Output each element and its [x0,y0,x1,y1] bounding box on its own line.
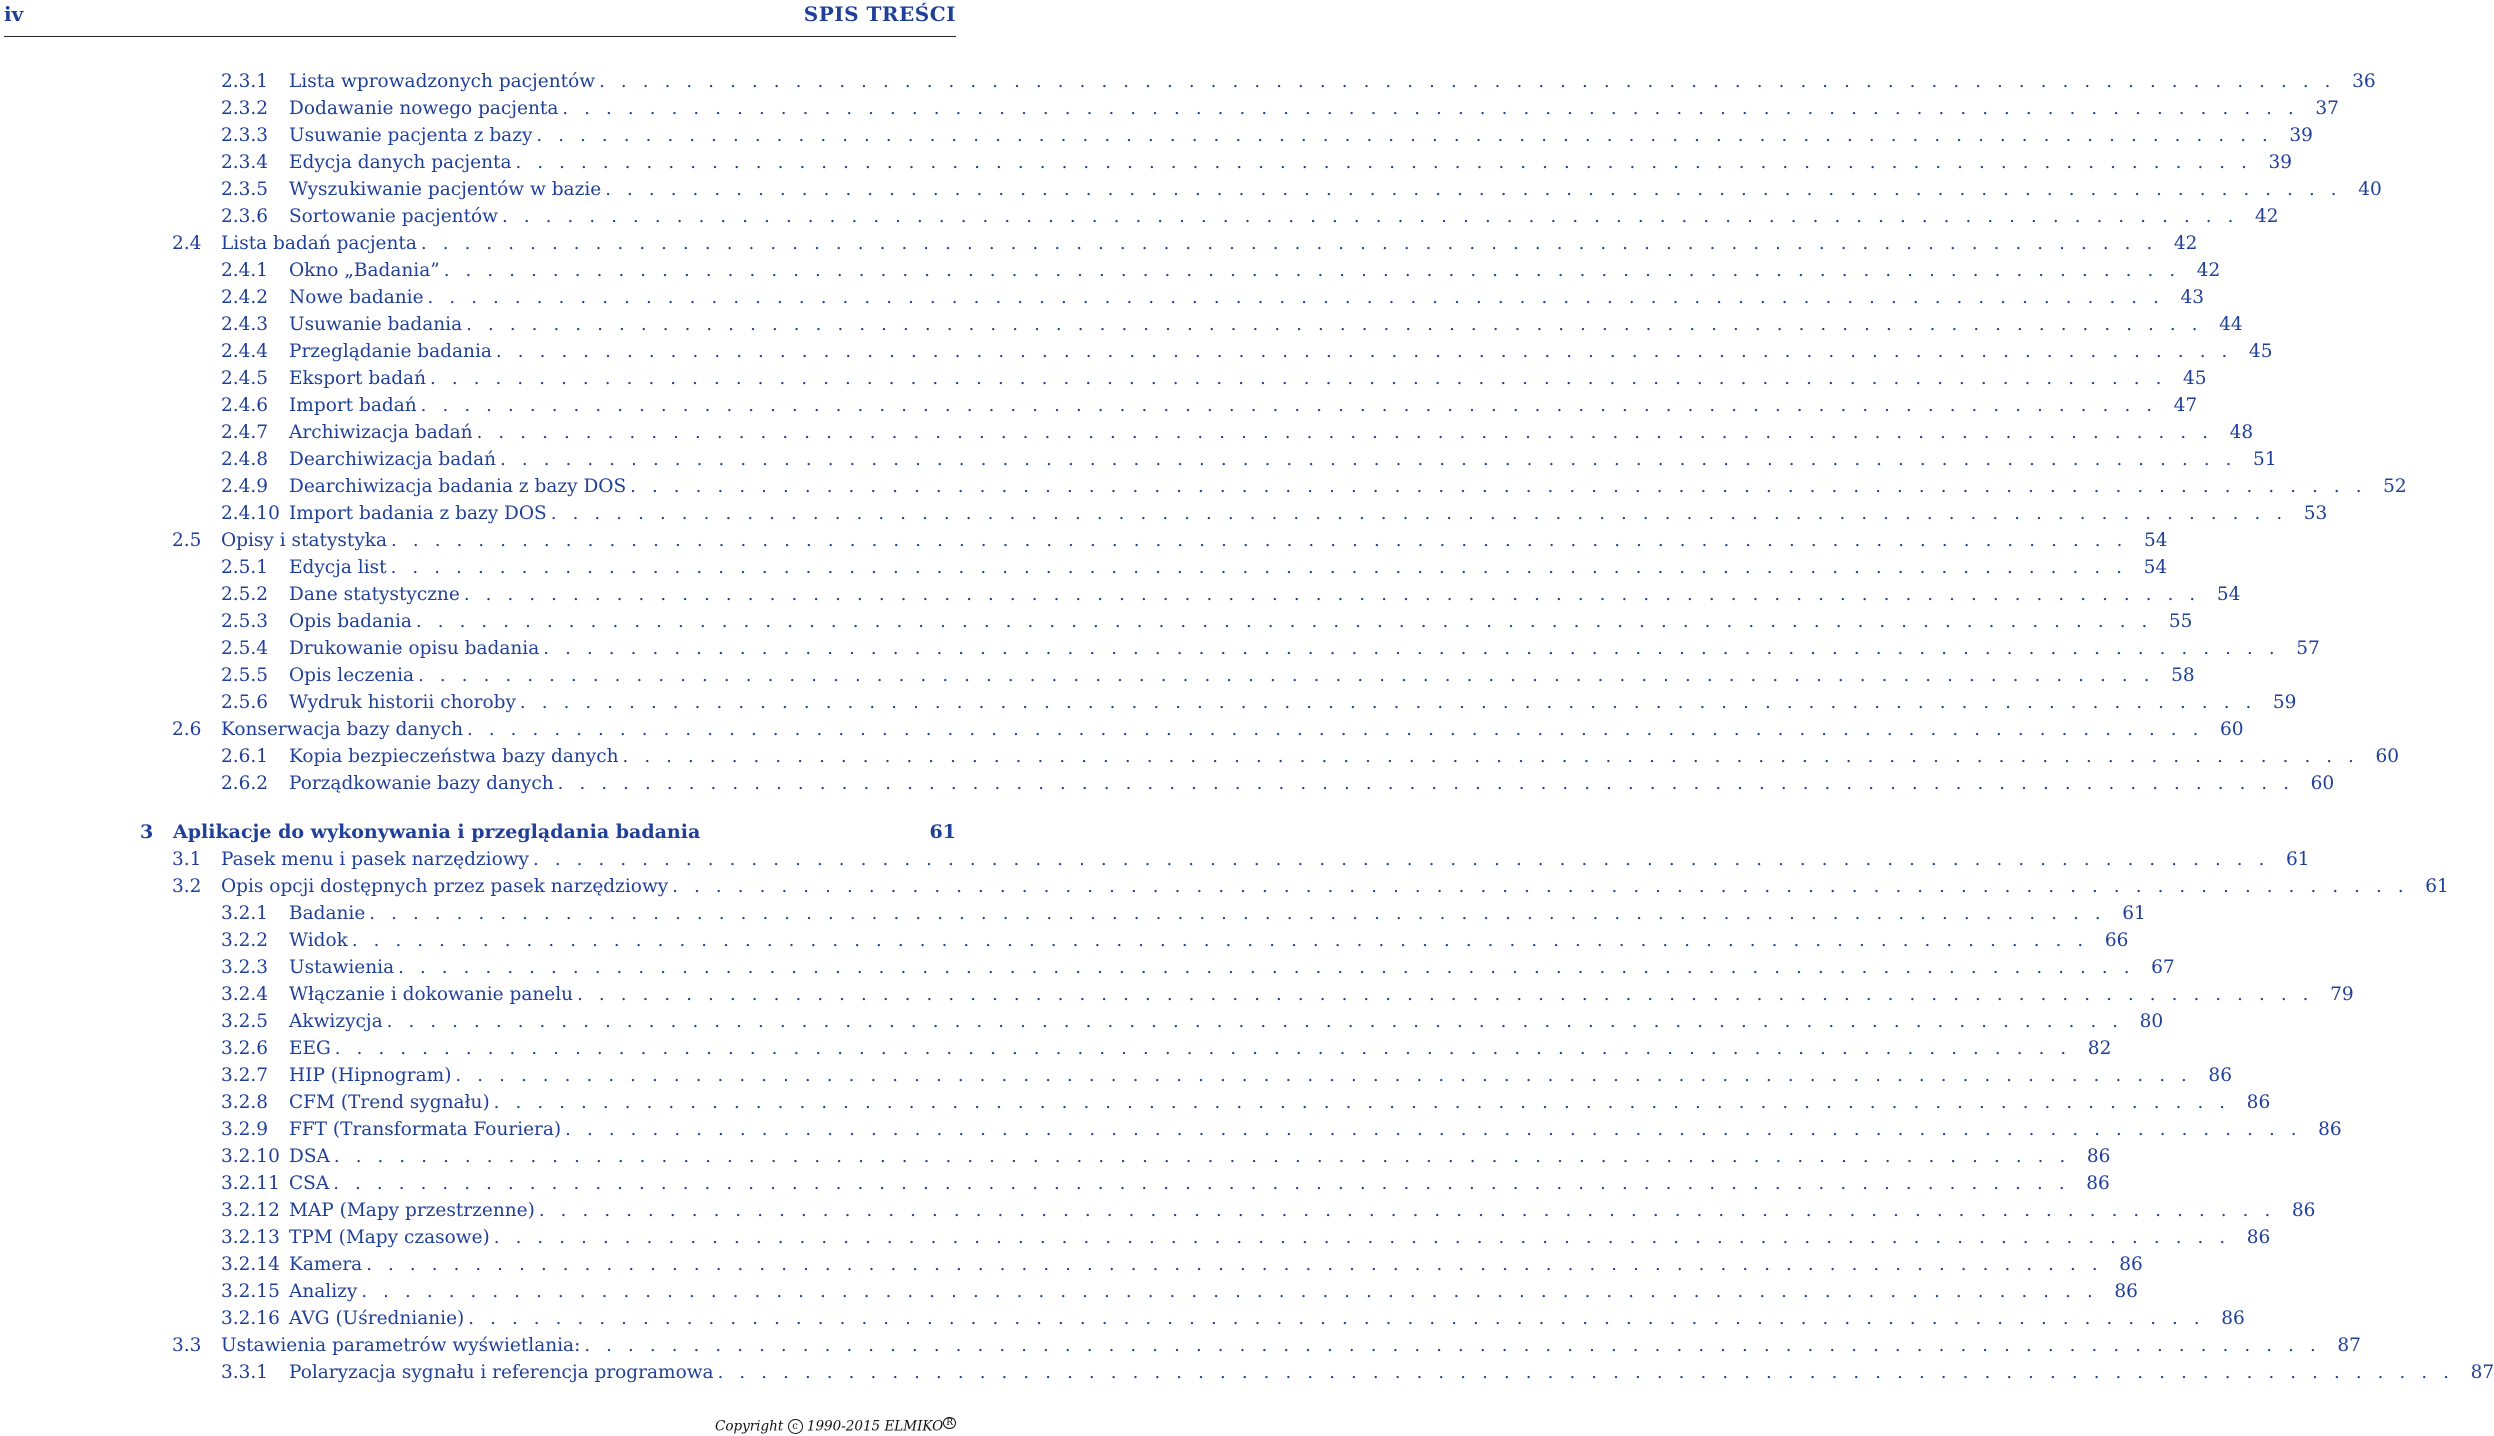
toc-entry-title: Lista badań pacjenta [221,230,421,257]
toc-entry-page: 86 [2221,1308,2245,1329]
toc-entry-title: Okno „Badania” [289,257,444,284]
toc-leader-dots: . . . . . . . . . . . . . . . . . . . . . . . . . . . . . . . . . . . . . . . . . . . . . . . . . . . . . . . . . . . . . . . . . . . . . . . . . . . . . . . . [557,773,2295,794]
toc-entry-title: Import badań [289,392,421,419]
toc-entry[interactable] [221,500,2328,527]
toc-entry-title: Dodawanie nowego pacjenta [289,95,562,122]
toc-entry-page: 52 [2383,476,2407,497]
toc-entry-page: 44 [2219,314,2243,335]
header-page-number: iv [4,2,24,26]
toc-entry[interactable] [221,392,2198,419]
toc-entry-title: Sortowanie pacjentów [289,203,502,230]
toc-entry[interactable] [221,419,2254,446]
toc-entry-page: 82 [2087,1038,2112,1059]
toc-entry-page: 86 [2246,1227,2271,1248]
toc-entry-page: 53 [2303,503,2328,524]
toc-entry-number: 2.3.4 [221,152,269,173]
toc-entry-page: 86 [2086,1173,2110,1194]
toc-entry-title: Opis opcji dostępnych przez pasek narzędziowy [221,873,672,900]
toc-entry[interactable] [221,365,2207,392]
toc-entry-number: 3.2.3 [221,957,269,978]
toc-leader-dots: . . . . . . . . . . . . . . . . . . . . . . . . . . . . . . . . . . . . . . . . . . . . . . . . . . . . . . . . . . . . . . . . . . . . . . . . . . . . . . . . [333,1173,2070,1194]
toc-entry[interactable] [221,900,2146,927]
toc-entry-title: Pasek menu i pasek narzędziowy [221,846,533,873]
toc-entry-number: 3.2.4 [221,984,269,1005]
toc-leader-dots: . . . . . . . . . . . . . . . . . . . . . . . . . . . . . . . . . . . . . . . . . . . . . . . . . . . . . . . . . . . . . . . . . . . . . . . . . . . . . . . . [351,930,2089,951]
toc-entry-number: 2.5.3 [221,611,269,632]
toc-entry-title: Dearchiwizacja badań [289,446,500,473]
toc-entry-page: 58 [2171,665,2195,686]
toc-entry-page: 80 [2139,1011,2164,1032]
toc-entry-number: 2.4.5 [221,368,269,389]
page-header [4,2,956,30]
toc-entry[interactable] [221,1170,2110,1197]
toc-entry-number: 3.2.14 [221,1254,280,1275]
toc-leader-dots: . . . . . . . . . . . . . . . . . . . . . . . . . . . . . . . . . . . . . . . . . . . . . . . . . . . . . . . . . . . . . . . . . . . . . . . . . . . . . . . . [577,984,2314,1005]
toc-entry-page: 54 [2144,530,2168,551]
toc-entry-title: AVG (Uśrednianie) [289,1305,468,1332]
toc-entry[interactable] [172,846,2310,873]
toc-entry[interactable] [172,230,2198,257]
toc-entry-page: 67 [2151,957,2175,978]
toc-leader-dots: . . . . . . . . . . . . . . . . . . . . . . . . . . . . . . . . . . . . . . . . . . . . . . . . . . . . . . . . . . . . . . . . . . . . . . . . . . . . . . . . [333,1146,2071,1167]
toc-leader-dots: . . . . . . . . . . . . . . . . . . . . . . . . . . . . . . . . . . . . . . . . . . . . . . . . . . . . . . . . . . . . . . . . . . . . . . . . . . . . . . . . [717,1362,2455,1383]
toc-leader-dots: . . . . . . . . . . . . . . . . . . . . . . . . . . . . . . . . . . . . . . . . . . . . . . . . . . . . . . . . . . . . . . . . . . . . . . . . . . . . . . . . [415,611,2153,632]
toc-entry[interactable] [221,635,2320,662]
toc-leader-dots: . . . . . . . . . . . . . . . . . . . . . . . . . . . . . . . . . . . . . . . . . . . . . . . . . . . . . . . . . . . . . . . . . . . . . . . . . . . . . . . . [334,1038,2072,1059]
toc-entry-number: 3.2.15 [221,1281,280,1302]
toc-leader-dots: . . . . . . . . . . . . . . . . . . . . . . . . . . . . . . . . . . . . . . . . . . . . . . . . . . . . . . . . . . . . . . . . . . . . . . . . . . . . . . . . [519,692,2257,713]
toc-entry[interactable] [221,1278,2138,1305]
toc-entry[interactable] [221,1089,2271,1116]
toc-entry-number: 2.4.10 [221,503,280,524]
copyright-years: 1990-2015 [806,1418,881,1434]
toc-entry-title: Konserwacja bazy danych [221,716,467,743]
toc-entry-number: 3.2.11 [221,1173,280,1194]
toc-entry-title: Aplikacje do wykonywania i przeglądania badania [173,819,704,846]
toc-entry-number: 3.2.5 [221,1011,269,1032]
toc-entry-title: Usuwanie badania [289,311,466,338]
toc-entry[interactable] [140,819,956,846]
toc-entry-number: 3.3 [172,1335,202,1356]
toc-entry-page: 86 [2291,1200,2316,1221]
toc-entry-number: 2.3.3 [221,125,269,146]
toc-entry[interactable] [221,68,2376,95]
toc-entry-page: 61 [2425,876,2449,897]
toc-entry[interactable] [221,689,2297,716]
toc-entry[interactable] [221,338,2273,365]
toc-entry-page: 61 [2122,903,2146,924]
toc-entry-page: 61 [929,821,956,843]
toc-entry-number: 3.1 [172,849,202,870]
toc-entry[interactable] [221,122,2313,149]
toc-leader-dots: . . . . . . . . . . . . . . . . . . . . . . . . . . . . . . . . . . . . . . . . . . . . . . . . . . . . . . . . . . . . . . . . . . . . . . . . . . . . . . . . [493,1092,2231,1113]
toc-leader-dots: . . . . . . . . . . . . . . . . . . . . . . . . . . . . . . . . . . . . . . . . . . . . . . . . . . . . . . . . . . . . . . . . . . . . . . . . . . . . . . . . [562,98,2299,119]
toc-entry-number: 2.5.2 [221,584,269,605]
toc-entry[interactable] [221,203,2279,230]
toc-entry-title: Kamera [289,1251,366,1278]
toc-entry[interactable] [221,1008,2164,1035]
toc-entry-title: Analizy [289,1278,361,1305]
toc-entry-title: Edycja danych pacjenta [289,149,516,176]
toc-leader-dots: . . . . . . . . . . . . . . . . . . . . . . . . . . . . . . . . . . . . . . . . . . . . . . . . . . . . . . . . . . . . . . . . . . . . . . . . . . . . . . . . [502,206,2239,227]
toc-entry-number: 3.2.8 [221,1092,269,1113]
toc-entry-title: Opisy i statystyka [221,527,391,554]
toc-leader-dots: . . . . . . . . . . . . . . . . . . . . . . . . . . . . . . . . . . . . . . . . . . . . . . . . . . . . . . . . . . . . . . . . . . . . . . . . . . . . . . . . [467,719,2204,740]
toc-entry-page: 60 [2375,746,2400,767]
toc-entry[interactable] [221,1305,2245,1332]
toc-entry-number: 3.2.9 [221,1119,269,1140]
toc-entry-number: 2.4.7 [221,422,269,443]
toc-entry[interactable] [221,1035,2112,1062]
toc-entry-number: 2.4.2 [221,287,269,308]
toc-entry[interactable] [172,873,2449,900]
toc-entry-title: Przeglądanie badania [289,338,496,365]
toc-leader-dots: . . . . . . . . . . . . . . . . . . . . . . . . . . . . . . . . . . . . . . . . . . . . . . . . . . . . . . . . . . . . . . . . . . . . . . . . . . . . . . . . [584,1335,2321,1356]
toc-entry-title: Import badania z bazy DOS [289,500,551,527]
toc-entry-number: 2.4.9 [221,476,269,497]
toc-entry-page: 42 [2173,233,2198,254]
toc-leader-dots: . . . . . . . . . . . . . . . . . . . . . . . . . . . . . . . . . . . . . . . . . . . . . . . . . . . . . . . . . . . . . . . . . . . . . . . . . . . . . . . . [543,638,2280,659]
toc-entry[interactable] [221,743,2400,770]
toc-leader-dots: . . . . . . . . . . . . . . . . . . . . . . . . . . . . . . . . . . . . . . . . . . . . . . . . . . . . . . . . . . . . . . . . . . . . . . . . . . . . . . . . [536,125,2273,146]
toc-leader-dots: . . . . . . . . . . . . . . . . . . . . . . . . . . . . . . . . . . . . . . . . . . . . . . . . . . . . . . . . . . . . . . . . . . . . . . . . . . . . . . . . [418,665,2155,686]
toc-entry-title: Kopia bezpieczeństwa bazy danych [289,743,623,770]
toc-entry[interactable] [221,1197,2316,1224]
toc-entry-page: 42 [2255,206,2279,227]
toc-entry[interactable] [221,149,2293,176]
toc-entry[interactable] [221,554,2168,581]
toc-entry-number: 3.2.7 [221,1065,269,1086]
toc-entry-title: Badanie [289,900,369,927]
toc-entry-title: Nowe badanie [289,284,428,311]
toc-entry-page: 61 [2286,849,2310,870]
toc-entry-page: 39 [2289,125,2313,146]
toc-entry[interactable] [221,770,2335,797]
toc-entry-page: 86 [2119,1254,2143,1275]
toc-entry-number: 3 [140,821,154,843]
toc-leader-dots: . . . . . . . . . . . . . . . . . . . . . . . . . . . . . . . . . . . . . . . . . . . . . . . . . . . . . . . . . . . . . . . . . . . . . . . . . . . . . . . . [443,260,2181,281]
toc-entry-page: 54 [2143,557,2168,578]
toc-leader-dots: . . . . . . . . . . . . . . . . . . . . . . . . . . . . . . . . . . . . . . . . . . . . . . . . . . . . . . . . . . . . . . . . . . . . . . . . . . . . . . . . [630,476,2367,497]
toc-leader-dots: . . . . . . . . . . . . . . . . . . . . . . . . . . . . . . . . . . . . . . . . . . . . . . . . . . . . . . . . . . . . . . . . . . . . . . . . . . . . . . . . [466,314,2203,335]
toc-entry-title: EEG [289,1035,335,1062]
toc-entry-number: 2.3.1 [221,71,269,92]
toc-entry-page: 59 [2272,692,2297,713]
toc-entry-page: 86 [2208,1065,2232,1086]
toc-entry-page: 60 [2310,773,2335,794]
toc-entry[interactable] [221,1224,2271,1251]
toc-entry-number: 2.5.6 [221,692,269,713]
copyright-company: ELMIKO [884,1418,944,1434]
toc-leader-dots: . . . . . . . . . . . . . . . . . . . . . . . . . . . . . . . . . . . . . . . . . . . . . . . . . . . . . . . . . . . . . . . . . . . . . . . . . . . . . . . . [605,179,2342,200]
toc-entry-number: 2.6 [172,719,202,740]
toc-entry[interactable] [221,95,2339,122]
toc-entry-title: Ustawienia parametrów wyświetlania: [221,1332,584,1359]
toc-entry[interactable] [221,981,2354,1008]
toc-entry-page: 54 [2216,584,2241,605]
toc-entry-number: 2.5 [172,530,202,551]
toc-entry-title: DSA [289,1143,334,1170]
toc-entry-title: Usuwanie pacjenta z bazy [289,122,536,149]
toc-entry-number: 2.4.4 [221,341,269,362]
toc-entry-page: 45 [2183,368,2207,389]
toc-entry-page: 39 [2268,152,2293,173]
toc-entry-title: Opis leczenia [289,662,418,689]
toc-entry-number: 2.6.2 [221,773,269,794]
toc-entry[interactable] [221,257,2221,284]
toc-leader-dots: . . . . . . . . . . . . . . . . . . . . . . . . . . . . . . . . . . . . . . . . . . . . . . . . . . . . . . . . . . . . . . . . . . . . . . . . . . . . . . . . [515,152,2253,173]
toc-entry-number: 2.3.6 [221,206,269,227]
toc-entry-page: 47 [2173,395,2198,416]
toc-entry-page: 48 [2229,422,2254,443]
toc-entry-number: 2.5.4 [221,638,269,659]
toc-leader-dots: . . . . . . . . . . . . . . . . . . . . . . . . . . . . . . . . . . . . . . . . . . . . . . . . . . . . . . . . . . . . . . . . . . . . . . . . . . . . . . . . [538,1200,2276,1221]
toc-entry-page: 45 [2248,341,2273,362]
toc-entry[interactable] [172,716,2244,743]
toc-leader-dots: . . . . . . . . . . . . . . . . . . . . . . . . . . . . . . . . . . . . . . . . . . . . . . . . . . . . . . . . . . . . . . . . . . . . . . . . . . . . . . . . [398,957,2135,978]
toc-entry-number: 2.4.3 [221,314,269,335]
toc-entry-title: Edycja list [289,554,391,581]
toc-entry[interactable] [221,284,2205,311]
toc-entry-number: 2.4.1 [221,260,269,281]
toc-leader-dots: . . . . . . . . . . . . . . . . . . . . . . . . . . . . . . . . . . . . . . . . . . . . . . . . . . . . . . . . . . . . . . . . . . . . . . . . . . . . . . . . [550,503,2288,524]
toc-entry-title: Porządkowanie bazy danych [289,770,558,797]
toc-leader-dots: . . . . . . . . . . . . . . . . . . . . . . . . . . . . . . . . . . . . . . . . . . . . . . . . . . . . . . . . . . . . . . . . . . . . . . . . . . . . . . . . [455,1065,2192,1086]
toc-entry-number: 3.3.1 [221,1362,269,1383]
toc-entry[interactable] [172,1332,2361,1359]
toc-entry-title: Opis badania [289,608,416,635]
toc-leader-dots: . . . . . . . . . . . . . . . . . . . . . . . . . . . . . . . . . . . . . . . . . . . . . . . . . . . . . . . . . . . . . . . . . . . . . . . . . . . . . . . . [468,1308,2205,1329]
toc-entry-title: Eksport badań [289,365,430,392]
toc-entry[interactable] [221,1359,2494,1386]
toc-entry[interactable] [172,527,2168,554]
toc-entry-title: Włączanie i dokowanie panelu [289,981,577,1008]
registered-icon: R [943,1417,956,1429]
toc-entry[interactable] [221,176,2382,203]
toc-leader-dots: . . . . . . . . . . . . . . . . . . . . . . . . . . . . . . . . . . . . . . . . . . . . . . . . . . . . . . . . . . . . . . . . . . . . . . . . . . . . . . . . [391,530,2128,551]
copyright-text: Copyright [715,1418,784,1434]
toc-entry[interactable] [221,608,2193,635]
toc-leader-dots: . . . . . . . . . . . . . . . . . . . . . . . . . . . . . . . . . . . . . . . . . . . . . . . . . . . . . . . . . . . . . . . . . . . . . . . . . . . . . . . . [622,746,2360,767]
toc-leader-dots: . . . . . . . . . . . . . . . . . . . . . . . . . . . . . . . . . . . . . . . . . . . . . . . . . . . . . . . . . . . . . . . . . . . . . . . . . . . . . . . . [495,341,2233,362]
toc-leader-dots: . . . . . . . . . . . . . . . . . . . . . . . . . . . . . . . . . . . . . . . . . . . . . . . . . . . . . . . . . . . . . . . . . . . . . . . . . . . . . . . . [599,71,2336,92]
toc-entry-page: 55 [2168,611,2193,632]
toc-entry-page: 57 [2296,638,2320,659]
toc-entry-number: 2.5.1 [221,557,269,578]
toc-entry[interactable] [221,1062,2232,1089]
toc-entry-page: 86 [2246,1092,2271,1113]
toc-leader-dots: . . . . . . . . . . . . . . . . . . . . . . . . . . . . . . . . . . . . . . . . . . . . . . . . . . . . . . . . . . . . . . . . . . . . . . . . . . . . . . . . [672,876,2409,897]
toc-entry-title: Lista wprowadzonych pacjentów [289,68,599,95]
toc-entry[interactable] [221,1251,2143,1278]
toc-entry-title: Wydruk historii choroby [289,689,520,716]
toc-entry-page: 37 [2315,98,2339,119]
toc-entry-page: 36 [2352,71,2376,92]
toc-entry[interactable] [221,446,2277,473]
toc-entry-number: 2.6.1 [221,746,269,767]
toc-entry[interactable] [221,662,2195,689]
toc-entry-title: Polaryzacja sygnału i referencja programowa [289,1359,718,1386]
toc-entry-title: Drukowanie opisu badania [289,635,543,662]
header-rule [4,36,956,37]
toc-leader-dots: . . . . . . . . . . . . . . . . . . . . . . . . . . . . . . . . . . . . . . . . . . . . . . . . . . . . . . . . . . . . . . . . . . . . . . . . . . . . . . . . [493,1227,2231,1248]
toc-entry-page: 43 [2180,287,2205,308]
toc-leader-dots: . . . . . . . . . . . . . . . . . . . . . . . . . . . . . . . . . . . . . . . . . . . . . . . . . . . . . . . . . . . . . . . . . . . . . . . . . . . . . . . . [463,584,2201,605]
toc-entry-title: Archiwizacja badań [289,419,477,446]
toc-entry-title: HIP (Hipnogram) [289,1062,455,1089]
toc-entry-title: MAP (Mapy przestrzenne) [289,1197,539,1224]
header-title: SPIS TREŚCI [803,2,956,26]
toc-entry-page: 87 [2337,1335,2361,1356]
toc-leader-dots: . . . . . . . . . . . . . . . . . . . . . . . . . . . . . . . . . . . . . . . . . . . . . . . . . . . . . . . . . . . . . . . . . . . . . . . . . . . . . . . . [427,287,2165,308]
toc-entry-number: 2.4 [172,233,202,254]
toc-entry[interactable] [221,954,2175,981]
copyright-footer [715,1418,956,1435]
toc-leader-dots: . . . . . . . . . . . . . . . . . . . . . . . . . . . . . . . . . . . . . . . . . . . . . . . . . . . . . . . . . . . . . . . . . . . . . . . . . . . . . . . . [361,1281,2098,1302]
toc-entry-number: 2.3.2 [221,98,269,119]
toc-entry[interactable] [221,311,2243,338]
toc-entry-title: Ustawienia [289,954,398,981]
toc-leader-dots: . . . . . . . . . . . . . . . . . . . . . . . . . . . . . . . . . . . . . . . . . . . . . . . . . . . . . . . . . . . . . . . . . . . . . . . . . . . . . . . . [476,422,2214,443]
toc-entry-number: 2.5.5 [221,665,269,686]
toc-leader-dots: . . . . . . . . . . . . . . . . . . . . . . . . . . . . . . . . . . . . . . . . . . . . . . . . . . . . . . . . . . . . . . . . . . . . . . . . . . . . . . . . [420,233,2158,254]
toc-leader-dots: . . . . . . . . . . . . . . . . . . . . . . . . . . . . . . . . . . . . . . . . . . . . . . . . . . . . . . . . . . . . . . . . . . . . . . . . . . . . . . . . [390,557,2128,578]
toc-entry-page: 51 [2253,449,2277,470]
toc-entry-number: 3.2.16 [221,1308,280,1329]
toc-leader-dots: . . . . . . . . . . . . . . . . . . . . . . . . . . . . . . . . . . . . . . . . . . . . . . . . . . . . . . . . . . . . . . . . . . . . . . . . . . . . . . . . [366,1254,2103,1275]
toc-entry[interactable] [221,581,2241,608]
toc-leader-dots: . . . . . . . . . . . . . . . . . . . . . . . . . . . . . . . . . . . . . . . . . . . . . . . . . . . . . . . . . . . . . . . . . . . . . . . . . . . . . . . . [500,449,2237,470]
toc-entry[interactable] [221,1116,2342,1143]
toc-entry-page: 86 [2318,1119,2342,1140]
toc-entry-number: 3.2.12 [221,1200,280,1221]
toc-entry-number: 3.2.6 [221,1038,269,1059]
toc-entry[interactable] [221,473,2407,500]
toc-entry-number: 2.3.5 [221,179,269,200]
toc-entry-page: 86 [2086,1146,2111,1167]
toc-leader-dots: . . . . . . . . . . . . . . . . . . . . . . . . . . . . . . . . . . . . . . . . . . . . . . . . . . . . . . . . . . . . . . . . . . . . . . . . . . . . . . . . [386,1011,2124,1032]
toc-entry-page: 87 [2470,1362,2494,1383]
toc-entry-title: Dane statystyczne [289,581,464,608]
toc-entry-title: Dearchiwizacja badania z bazy DOS [289,473,630,500]
toc-entry-number: 2.4.8 [221,449,269,470]
toc-entry-page: 86 [2114,1281,2138,1302]
toc-entry-title: Akwizycja [289,1008,387,1035]
toc-leader-dots: . . . . . . . . . . . . . . . . . . . . . . . . . . . . . . . . . . . . . . . . . . . . . . . . . . . . . . . . . . . . . . . . . . . . . . . . . . . . . . . . [430,368,2167,389]
toc-leader-dots: . . . . . . . . . . . . . . . . . . . . . . . . . . . . . . . . . . . . . . . . . . . . . . . . . . . . . . . . . . . . . . . . . . . . . . . . . . . . . . . . [369,903,2106,924]
toc-entry-number: 3.2.10 [221,1146,280,1167]
toc-entry-number: 3.2.13 [221,1227,280,1248]
toc-entry-title: TPM (Mapy czasowe) [289,1224,494,1251]
toc-entry-number: 2.4.6 [221,395,269,416]
toc-entry-page: 79 [2330,984,2354,1005]
toc-leader-dots: . . . . . . . . . . . . . . . . . . . . . . . . . . . . . . . . . . . . . . . . . . . . . . . . . . . . . . . . . . . . . . . . . . . . . . . . . . . . . . . . [420,395,2158,416]
toc-entry-page: 40 [2358,179,2382,200]
toc-entry-title: Widok [289,927,352,954]
toc-entry-title: CSA [289,1170,333,1197]
toc-entry-number: 3.2 [172,876,202,897]
toc-entry-title: Wyszukiwanie pacjentów w bazie [289,176,605,203]
toc-entry-number: 3.2.2 [221,930,269,951]
copyright-icon: c [788,1419,803,1434]
toc-entry-number: 3.2.1 [221,903,269,924]
toc-entry-page: 66 [2104,930,2129,951]
toc-entry-page: 42 [2196,260,2221,281]
toc-entry-page: 60 [2220,719,2244,740]
toc-leader-dots: . . . . . . . . . . . . . . . . . . . . . . . . . . . . . . . . . . . . . . . . . . . . . . . . . . . . . . . . . . . . . . . . . . . . . . . . . . . . . . . . [533,849,2270,870]
toc-entry-title: FFT (Transformata Fouriera) [289,1116,565,1143]
toc-leader-dots: . . . . . . . . . . . . . . . . . . . . . . . . . . . . . . . . . . . . . . . . . . . . . . . . . . . . . . . . . . . . . . . . . . . . . . . . . . . . . . . . [565,1119,2302,1140]
toc-entry[interactable] [221,927,2129,954]
toc-entry-title: CFM (Trend sygnału) [289,1089,494,1116]
toc-entry[interactable] [221,1143,2111,1170]
